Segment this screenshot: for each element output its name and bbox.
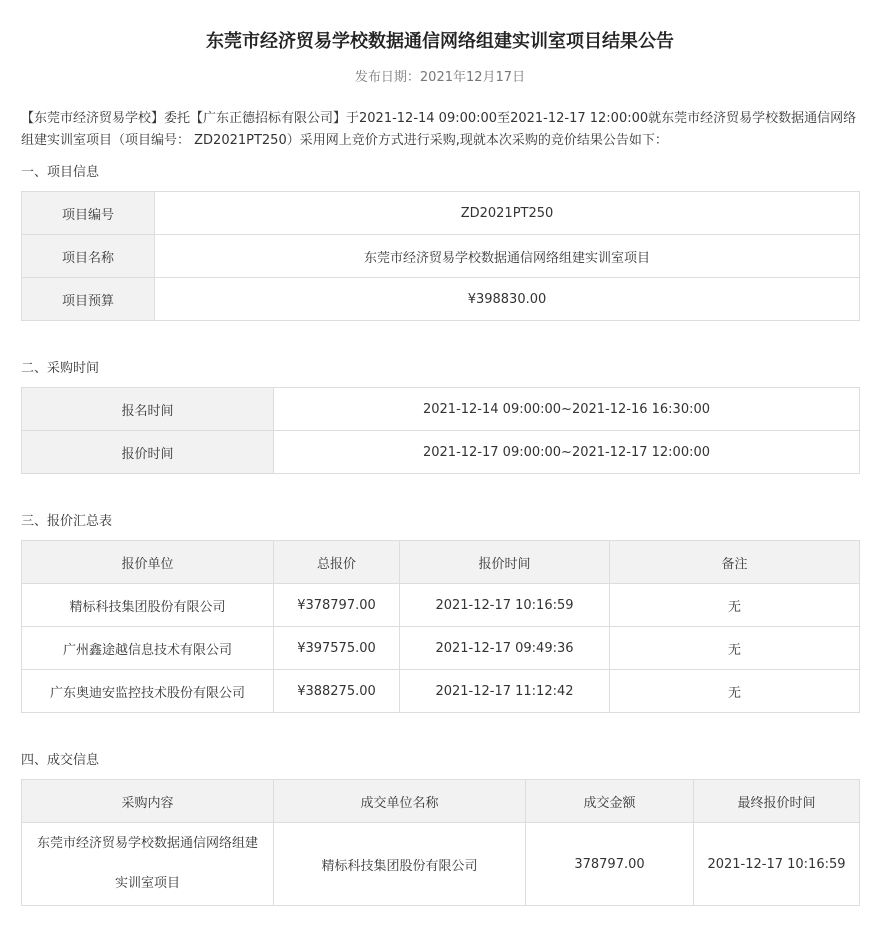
column-header: 总报价 [274, 541, 400, 584]
column-header: 成交单位名称 [274, 780, 526, 823]
table-row [22, 670, 860, 713]
column-header: 成交金额 [526, 780, 694, 823]
column-header: 备注 [610, 541, 860, 584]
column-header: 报价时间 [400, 541, 610, 584]
bid-time: 2021-12-17 09:49:36 [400, 627, 610, 670]
bidder-name: 广州鑫途越信息技术有限公司 [22, 627, 274, 670]
bid-time: 2021-12-17 10:16:59 [400, 584, 610, 627]
publish-date: 发布日期：2021年12月17日 [354, 70, 526, 85]
bid-remark: 无 [610, 670, 860, 713]
bid-amount: ¥388275.00 [274, 670, 400, 713]
row-value: 东莞市经济贸易学校数据通信网络组建实训室项目 [155, 235, 860, 278]
intro-paragraph: 【东莞市经济贸易学校】委托【广东正德招标有限公司】于2021-12-14 09:00:00至2021-12-17 12:00:00就东莞市经济贸易学校数据通信网络组建实训室项目（项目编号： ZD2021PT250）采用网上竞价方式进行采购,现就本次采购的竞价结果公告如下： [21, 111, 857, 148]
section-heading-quote-summary: 三、报价汇总表 [21, 514, 113, 529]
final-quote-time: 2021-12-17 10:16:59 [694, 823, 860, 906]
row-value: ¥398830.00 [155, 278, 860, 321]
section-heading-project-info: 一、项目信息 [21, 165, 100, 180]
bid-remark: 无 [610, 584, 860, 627]
table-row [22, 627, 860, 670]
bidder-name: 广东奥迪安监控技术股份有限公司 [22, 670, 274, 713]
table-header-row [22, 541, 860, 584]
section-heading-procurement-time: 二、采购时间 [21, 361, 100, 376]
row-label: 报名时间 [22, 388, 274, 431]
row-label: 项目编号 [22, 192, 155, 235]
section-heading-deal-info: 四、成交信息 [21, 753, 100, 768]
procurement-time-table [21, 387, 860, 474]
table-row [22, 584, 860, 627]
deal-amount: 378797.00 [526, 823, 694, 906]
page-title: 东莞市经济贸易学校数据通信网络组建实训室项目结果公告 [206, 31, 674, 52]
table-row [22, 278, 860, 321]
column-header: 采购内容 [22, 780, 274, 823]
bid-amount: ¥378797.00 [274, 584, 400, 627]
table-row [22, 431, 860, 474]
bid-amount: ¥397575.00 [274, 627, 400, 670]
procurement-content-line: 实训室项目 [114, 876, 180, 891]
winning-supplier: 精标科技集团股份有限公司 [274, 823, 526, 906]
row-value: 2021-12-14 09:00:00~2021-12-16 16:30:00 [274, 388, 860, 431]
bid-time: 2021-12-17 11:12:42 [400, 670, 610, 713]
row-value: 2021-12-17 09:00:00~2021-12-17 12:00:00 [274, 431, 860, 474]
project-info-table [21, 191, 860, 321]
column-header: 报价单位 [22, 541, 274, 584]
quote-summary-table [21, 540, 860, 713]
table-row [22, 235, 860, 278]
row-label: 项目名称 [22, 235, 155, 278]
column-header: 最终报价时间 [694, 780, 860, 823]
table-row [22, 192, 860, 235]
bid-remark: 无 [610, 627, 860, 670]
table-row [22, 388, 860, 431]
row-label: 项目预算 [22, 278, 155, 321]
procurement-content [22, 823, 274, 906]
table-header-row [22, 780, 860, 823]
procurement-content-line: 东莞市经济贸易学校数据通信网络组建 [36, 836, 258, 851]
row-value: ZD2021PT250 [155, 192, 860, 235]
table-row [22, 823, 860, 906]
row-label: 报价时间 [22, 431, 274, 474]
deal-info-table [21, 779, 860, 906]
bidder-name: 精标科技集团股份有限公司 [22, 584, 274, 627]
